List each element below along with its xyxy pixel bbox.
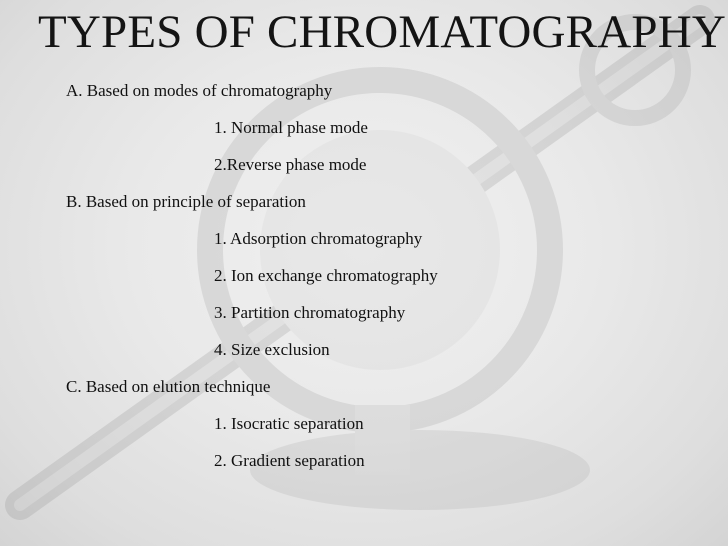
slide-body [66,72,666,479]
list-item: 2.Reverse phase mode [214,155,367,174]
list-item: 1. Isocratic separation [214,414,364,433]
list-item: 2. Ion exchange chromatography [214,266,438,285]
list-item: 1. Adsorption chromatography [214,229,423,248]
section-heading: B. Based on principle of separation [66,192,306,211]
list-item: 3. Partition chromatography [214,303,406,322]
list-item: 4. Size exclusion [214,340,330,359]
section-heading: C. Based on elution technique [66,377,271,396]
list-item: 2. Gradient separation [214,451,365,470]
section-heading: A. Based on modes of chromatography [66,81,333,100]
page-title: TYPES OF CHROMATOGRAPHY [38,6,726,58]
list-item: 1. Normal phase mode [214,118,368,137]
